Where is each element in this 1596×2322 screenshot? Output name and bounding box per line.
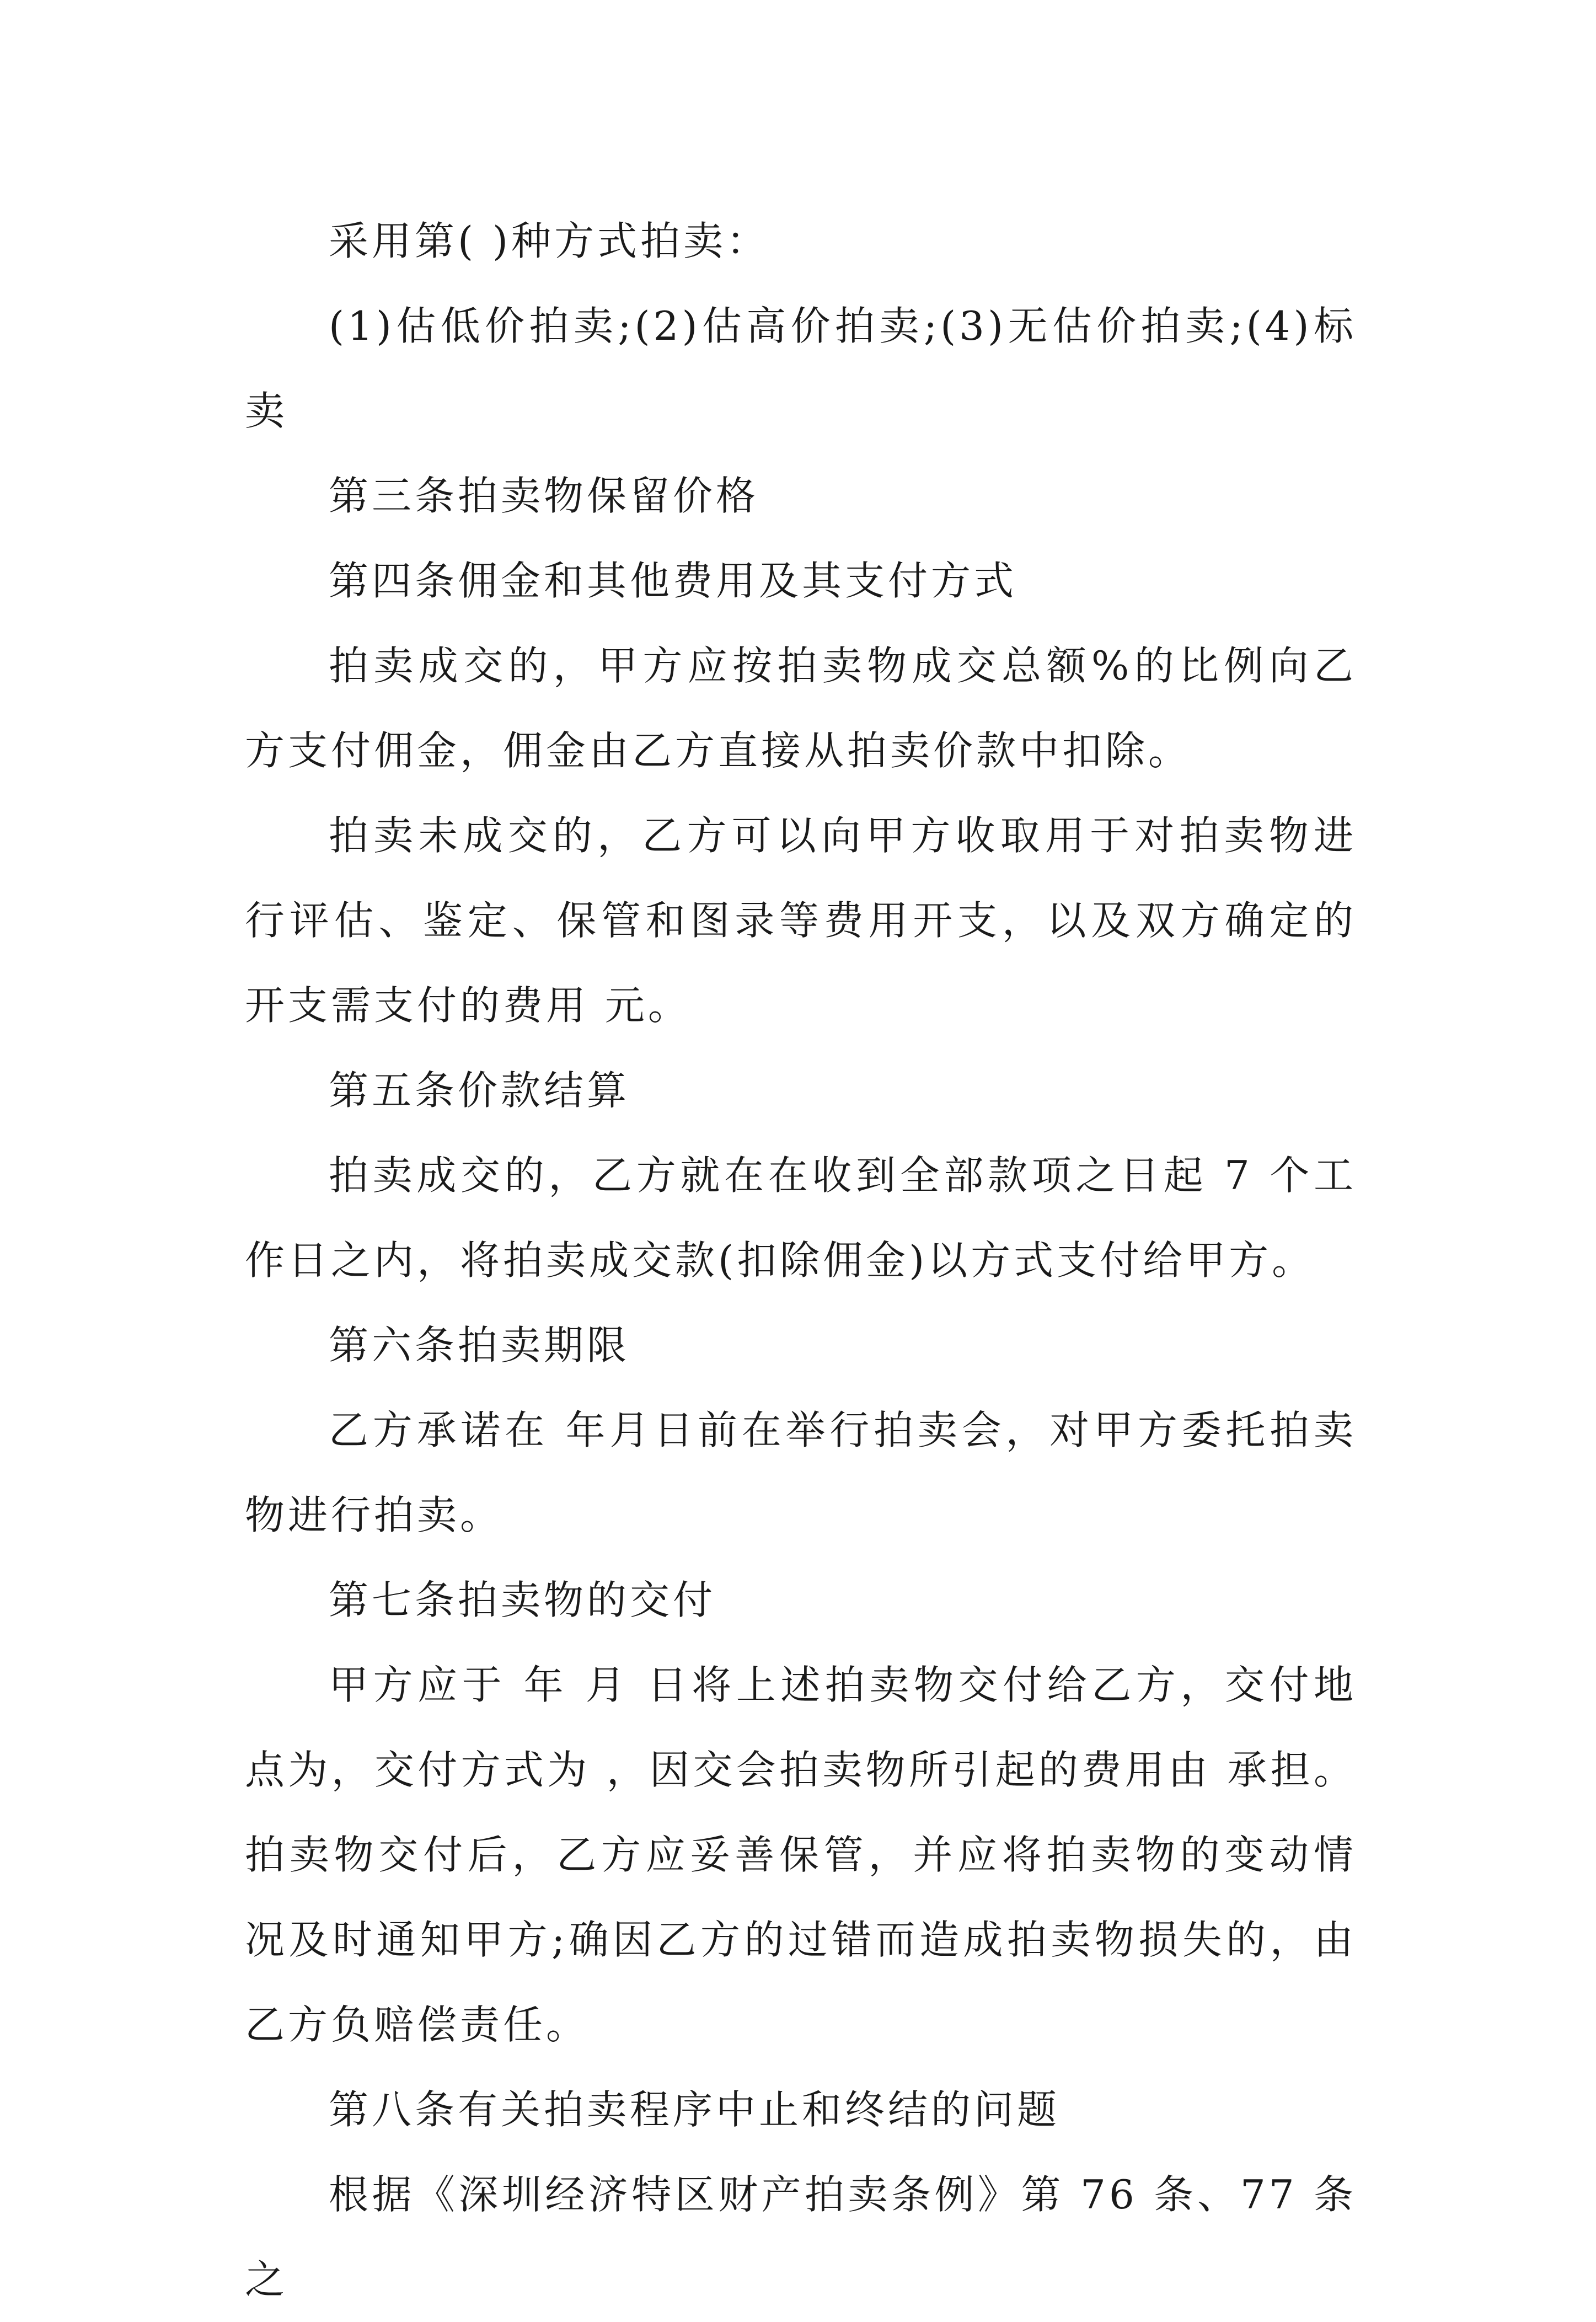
auction-method-options: (1)估低价拍卖;(2)估高价拍卖;(3)无估价拍卖;(4)标卖 xyxy=(245,303,1357,434)
auction-deadline-paragraph: 乙方承诺在 年月日前在举行拍卖会，对甲方委托拍卖物进行拍卖。 xyxy=(245,1407,1357,1538)
delivery-paragraph: 甲方应于 年 月 日将上述拍卖物交付给乙方，交付地点为，交付方式为 ，因交会拍卖物所引起的费用由 承担。拍卖物交付后，乙方应妥善保管，并应将拍卖物的变动情况及时通知甲方;确因乙方的过错而造成拍卖物损失的，由乙方负赔偿责任。 xyxy=(245,1662,1357,2048)
article-4-heading: 第四条佣金和其他费用及其支付方式 xyxy=(329,558,1017,604)
article-5-heading: 第五条价款结算 xyxy=(329,1067,630,1114)
settlement-paragraph: 拍卖成交的，乙方就在在收到全部款项之日起 7 个工作日之内，将拍卖成交款(扣除佣金)以方式支付给甲方。 xyxy=(245,1152,1357,1283)
regulation-paragraph: 根据《深圳经济特区财产拍卖条例》第 76 条、77 条之 xyxy=(245,2171,1357,2303)
article-3-heading: 第三条拍卖物保留价格 xyxy=(329,473,759,519)
document-body xyxy=(245,199,1357,2322)
article-8-heading: 第八条有关拍卖程序中止和终结的问题 xyxy=(329,2086,1061,2133)
unsold-fees-paragraph: 拍卖未成交的，乙方可以向甲方收取用于对拍卖物进行评估、鉴定、保管和图录等费用开支，以及双方确定的 开支需支付的费用 元。 xyxy=(245,812,1357,1029)
article-7-heading: 第七条拍卖物的交付 xyxy=(329,1577,716,1623)
commission-paragraph: 拍卖成交的，甲方应按拍卖物成交总额%的比例向乙方支付佣金，佣金由乙方直接从拍卖价款中扣除。 xyxy=(245,643,1357,774)
article-6-heading: 第六条拍卖期限 xyxy=(329,1322,630,1368)
auction-method-line: 采用第( )种方式拍卖： xyxy=(329,218,770,264)
